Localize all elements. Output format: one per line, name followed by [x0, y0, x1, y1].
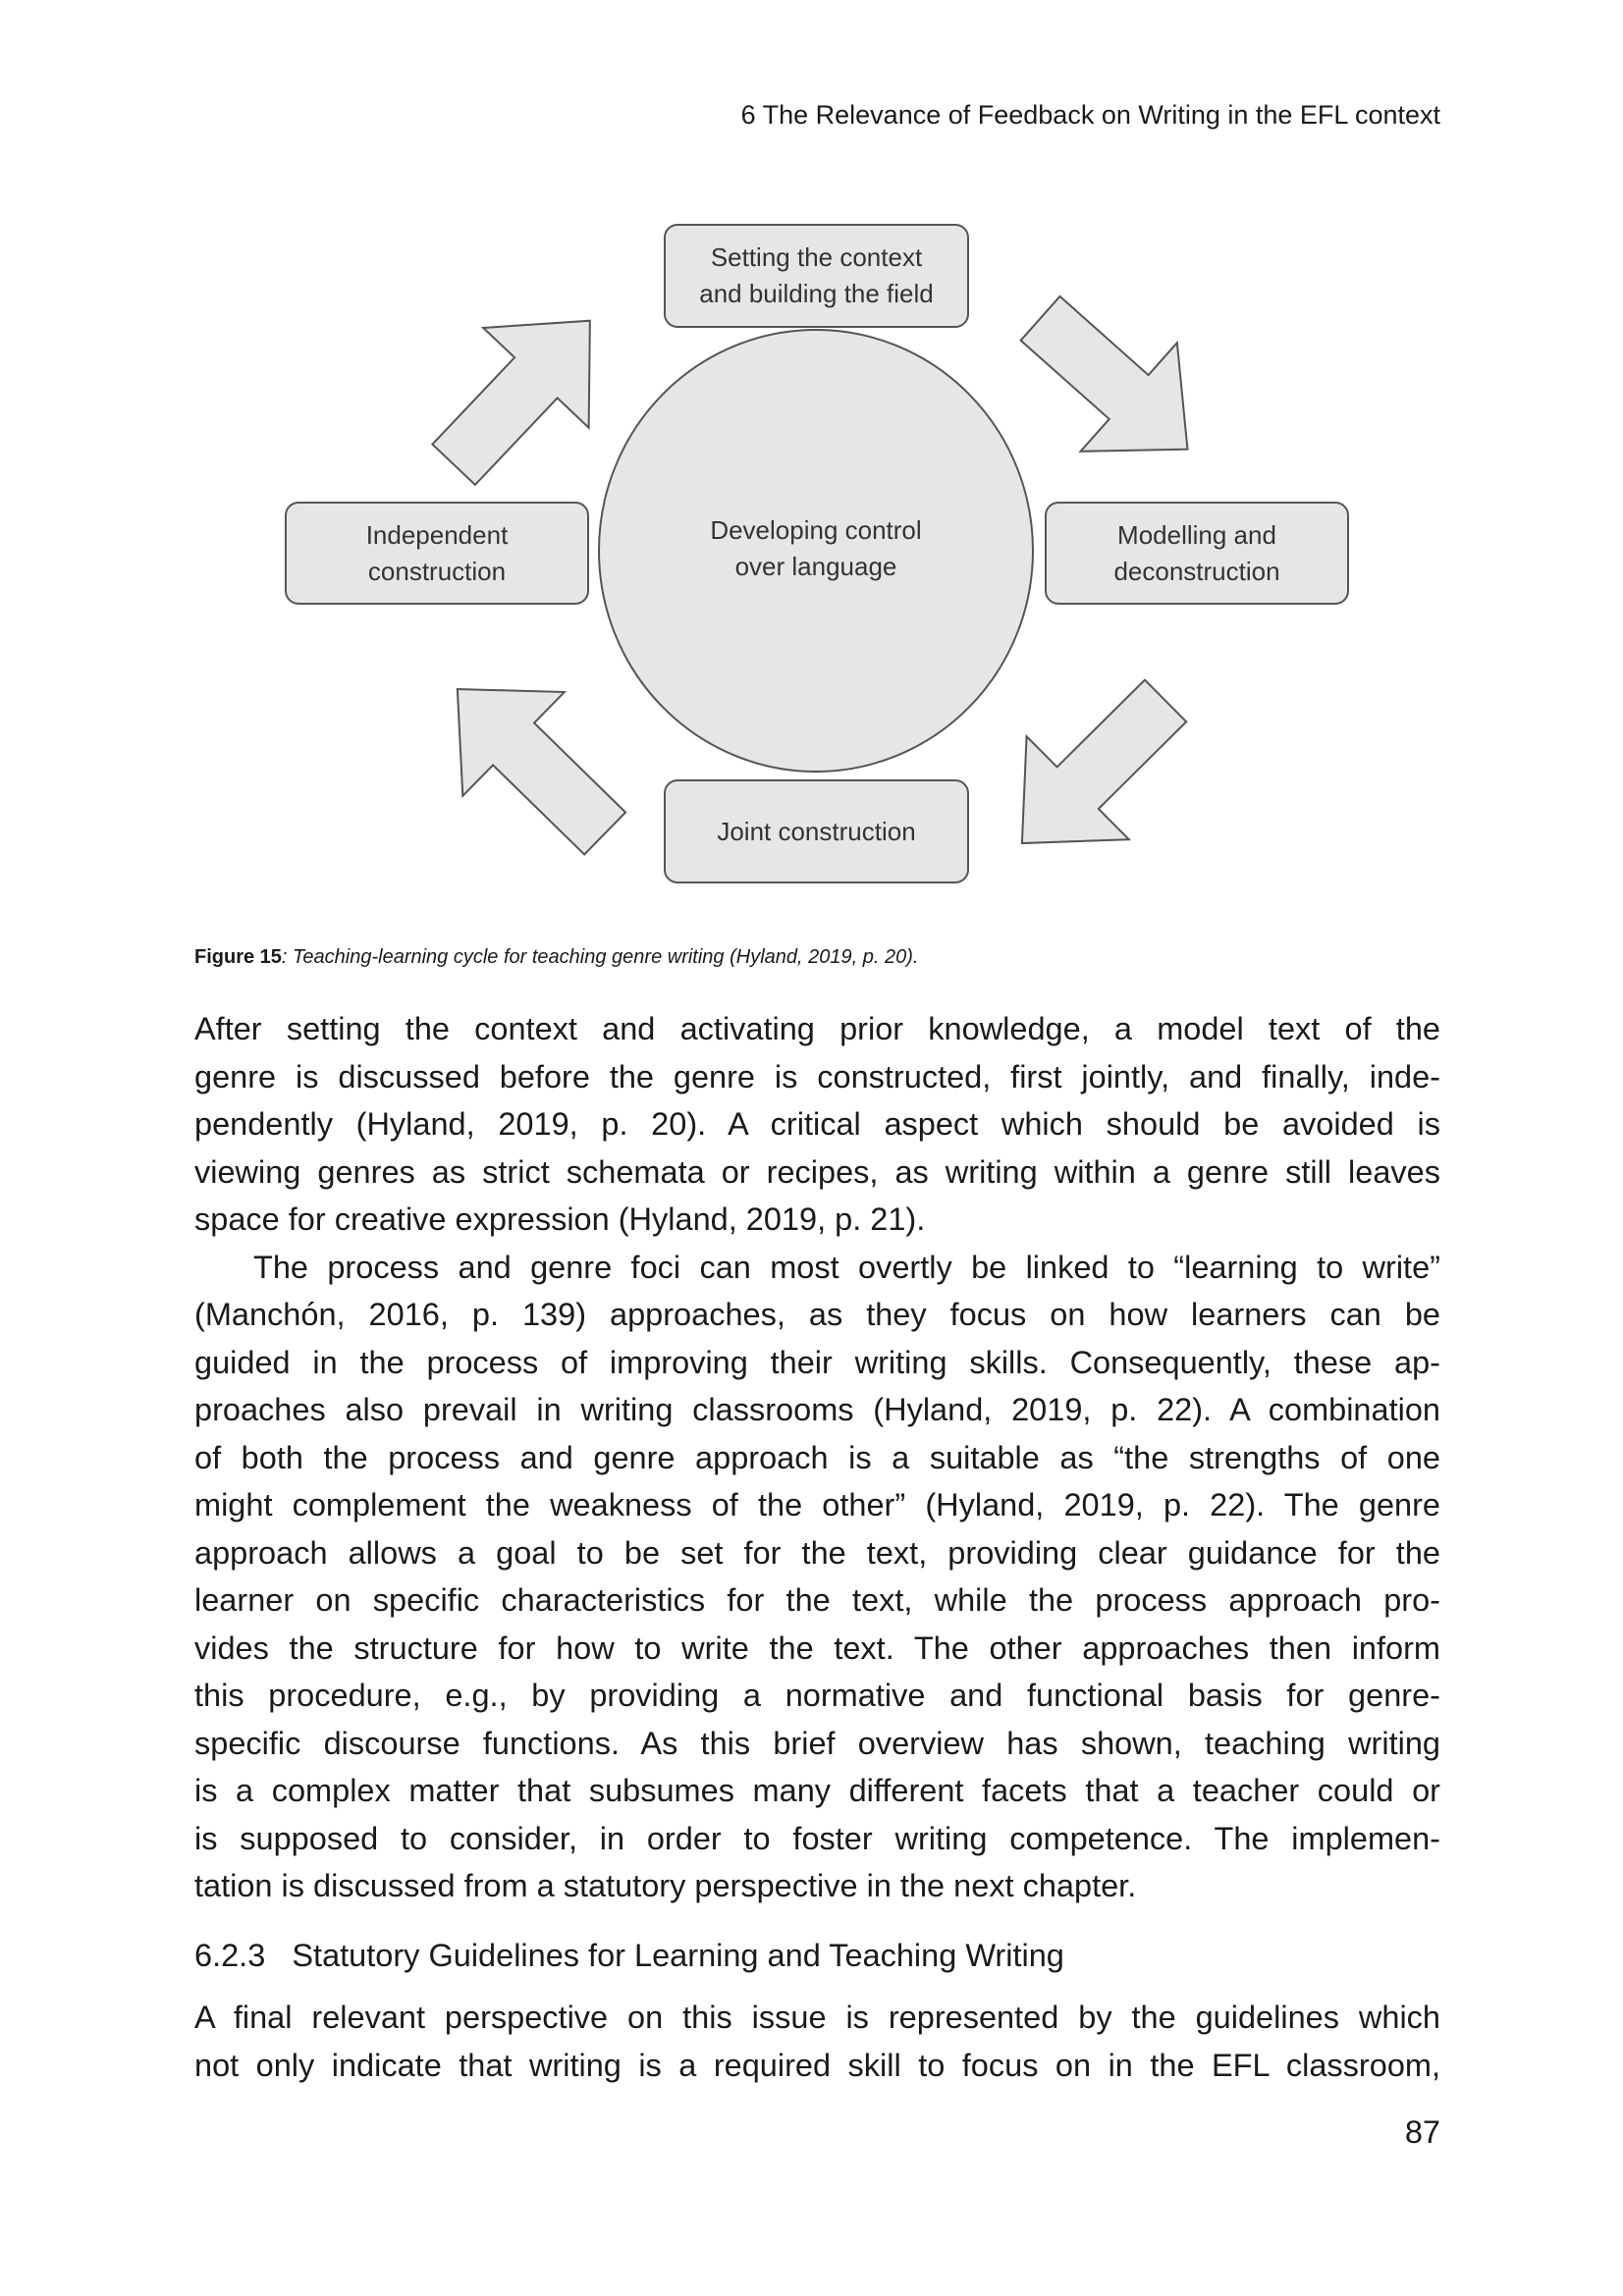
caption-label: Figure 15	[194, 946, 282, 968]
text-line: viewing genres as strict schemata or recipes, as writing within a genre still leaves	[194, 1153, 1440, 1190]
stage-label: and building the field	[699, 279, 934, 308]
caption-text: : Teaching-learning cycle for teaching genre writing (Hyland, 2019, p. 20).	[281, 946, 919, 968]
stage-modelling	[1045, 502, 1349, 605]
text-line: this procedure, e.g., by providing a normative and functional basis for genre-	[194, 1678, 1440, 1713]
text-line: After setting the context and activating prior knowledge, a model text of the	[194, 1011, 1440, 1046]
center-label-line: Developing control	[710, 515, 922, 545]
text-line: vides the structure for how to write the text. The other approaches then inform	[194, 1629, 1440, 1666]
text-line: guided in the process of improving their writing skills. Consequently, these ap-	[194, 1344, 1440, 1380]
cycle-arrow-icon	[406, 637, 656, 885]
text-line: approach allows a goal to be set for the text, providing clear guidance for the	[194, 1534, 1440, 1571]
stage-independent-construction	[285, 502, 589, 605]
text-line: is supposed to consider, in order to foster writing competence. The implemen-	[194, 1820, 1440, 1856]
paragraph-1	[194, 1005, 1440, 1244]
text-line: might complement the weakness of the other” (Hyland, 2019, p. 22). The genre	[194, 1487, 1440, 1522]
text-line: A final relevant perspective on this issue is represented by the guidelines which	[194, 2000, 1440, 2035]
text-line: specific discourse functions. As this brief overview has shown, teaching writing	[194, 1725, 1440, 1761]
center-label-line: over language	[734, 552, 897, 581]
stage-label: Setting the context	[710, 242, 923, 272]
text-line: of both the process and genre approach is a suitable as “the strengths of one	[194, 1439, 1440, 1475]
stage-label: deconstruction	[1113, 556, 1280, 586]
text-line: The process and genre foci can most overtly be linked to “learning to write”	[253, 1249, 1440, 1285]
text-line: not only indicate that writing is a required skill to focus on in the EFL classroom,	[194, 2047, 1440, 2083]
text-line: pendently (Hyland, 2019, p. 20). A critical aspect which should be avoided is	[194, 1106, 1440, 1142]
running-head: 6 The Relevance of Feedback on Writing in the EFL context	[740, 100, 1440, 130]
stage-label: Independent	[365, 519, 509, 550]
stage-setting-context	[664, 224, 969, 328]
cycle-arrow-icon	[992, 264, 1235, 504]
cycle-arrow-icon	[971, 649, 1217, 894]
stage-joint-construction	[664, 779, 969, 883]
text-line: tation is discussed from a statutory perspective in the next chapter.	[194, 1868, 1137, 1903]
cycle-arrow-icon	[401, 271, 642, 514]
stage-label: construction	[367, 556, 507, 586]
text-line: learner on specific characteristics for the text, while the process approach pro-	[194, 1582, 1440, 1618]
text-line: is a complex matter that subsumes many different facets that a teacher could or	[194, 1773, 1440, 1808]
page-number: 87	[1404, 2114, 1440, 2150]
text-line: proaches also prevail in writing classrooms (Hyland, 2019, p. 22). A combination	[194, 1392, 1440, 1427]
paragraph-2	[194, 1244, 1440, 1910]
figure-caption	[194, 946, 918, 969]
text-line: space for creative expression (Hyland, 2019, p. 21).	[194, 1201, 926, 1237]
text-line: genre is discussed before the genre is constructed, first jointly, and finally, inde-	[194, 1058, 1440, 1095]
section-heading: 6.2.3 Statutory Guidelines for Learning and Teaching Writing	[194, 1938, 1064, 1973]
stage-label: Joint construction	[717, 816, 916, 846]
center-label	[620, 512, 1012, 585]
stage-label: Modelling and	[1117, 519, 1276, 550]
text-line: (Manchón, 2016, p. 139) approaches, as they focus on how learners can be	[194, 1297, 1440, 1332]
paragraph-3	[194, 1994, 1440, 2089]
